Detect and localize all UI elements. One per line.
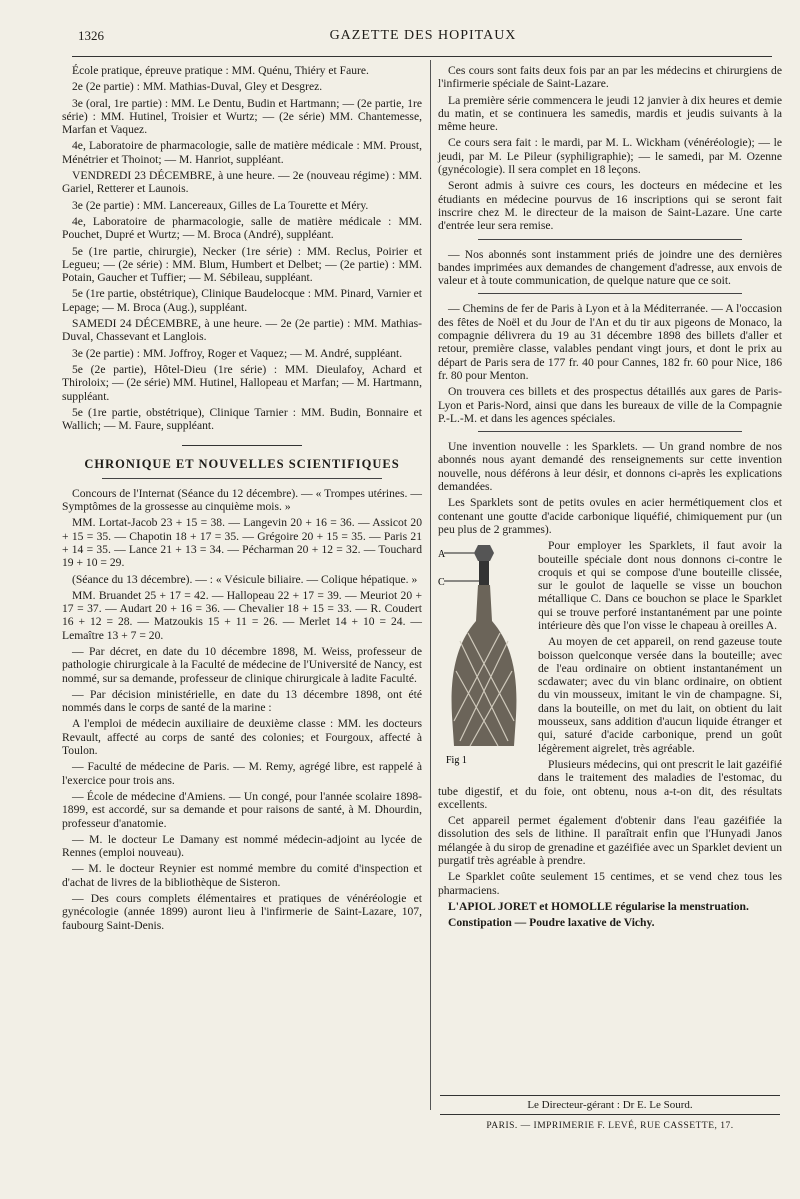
exam-paragraph: 5e (1re partie, obstétrique), Clinique Baudelocque : MM. Pinard, Varnier et Lepage; — M. Broca (Aug.), suppléant.: [62, 287, 422, 314]
right-column: [438, 64, 782, 933]
constipation-advert: Constipation — Poudre laxative de Vichy.: [448, 916, 655, 930]
news-paragraph: — Nos abonnés sont instamment priés de joindre une des dernières bandes imprimées aux demandes de changement d'adresse, aux envois de valeur et à toute communication, de quelque nature que ce soit.: [438, 247, 782, 288]
news-paragraph: — M. le docteur Reynier est nommé membre du comité d'inspection et d'achat de livres de la bibliothèque de Sisteron.: [62, 862, 422, 889]
separator-rule: [478, 431, 742, 432]
header-rule: [72, 56, 772, 57]
news-paragraph: — Par décret, en date du 10 décembre 1898, M. Weiss, professeur de pathologie chirurgicale à la Faculté de médecine de l'Université de Nancy, est nommé, sur sa demande, professeur de clinique chirurgicale à ladite Faculté.: [62, 644, 422, 685]
page-header: [78, 28, 768, 52]
news-paragraph: — M. le docteur Le Damany est nommé médecin-adjoint au lycée de Rennes (emploi nouveau).: [62, 832, 422, 860]
exam-paragraph: 5e (1re partie, obstétrique), Clinique Tarnier : MM. Budin, Bonnaire et Wallich; — M. Faure, suppléant.: [62, 405, 422, 433]
news-paragraph: Ce cours sera fait : le mardi, par M. L. Wickham (vénéréologie); — le jeudi, par M. Le Pileur (syphiligraphie); — le samedi, par M. Ozenne (gynécologie). Il sera complet en 18 leçons.: [438, 136, 782, 177]
exam-paragraph: 4e, Laboratoire de pharmacologie, salle de matière médicale : MM. Pouchet, Dupré et Wurtz; — M. Broca (André), suppléant.: [62, 214, 422, 242]
column-divider: [430, 60, 431, 1110]
exam-paragraph: 5e (1re partie, chirurgie), Necker (1re série) : MM. Reclus, Poirier et Legueu; — (2e série) : MM. Blum, Humbert et Delbet; — (2e partie) : MM. Potain, Gaucher et Tuffier; — M. Sébileau, suppléant.: [62, 244, 422, 285]
left-column: [62, 64, 422, 935]
news-paragraph: Au moyen de cet appareil, on rend gazeuse toute boisson quelconque versée dans la bouteille; avec de l'eau ordinaire on obtient instantanément un scdawater; avec du vin blanc ordinaire, on obtient du vin mousseux, imitant le vin de champagne. Si, dans la bouteille, on met du lait, on obtient du lait mousseux, sans addition d'aucun liquide étranger et qui, saturé d'acide carbonique, prend un goût légèrement aigrelet, très agréable.: [538, 635, 782, 755]
news-paragraph: On trouvera ces billets et des prospectus détaillés aux gares de Paris-Lyon et Paris-Nord, ainsi que dans les bureaux de ville de la Compagnie P.-L.-M. et dans les agences spéciales.: [438, 385, 782, 425]
heading-rule: [102, 478, 382, 479]
news-paragraph: — Chemins de fer de Paris à Lyon et à la Méditerranée. — A l'occasion des fêtes de Noël et du Jour de l'An et du tir aux pigeons de Monaco, la compagnie délivrera du 19 au 31 décembre 1898 des billets d'aller et retour, première classe, valables pendant vingt jours, et dont le prix au départ de Paris sera de 177 fr. 40 pour Cannes, 182 fr. 60 pour Nice, 186 fr. 80 pour Menton.: [438, 302, 782, 382]
news-paragraph: Plusieurs médecins, qui ont prescrit le lait gazéifié dans le traitement des maladies de l'estomac, du tube digestif, et du foie, ont obtenu, nous a-t-on dit, des résultats excellents.: [438, 757, 782, 811]
exam-paragraph: 5e (2e partie), Hôtel-Dieu (1re série) : MM. Dieulafoy, Achard et Thiroloix; — (2e série) MM. Hutinel, Hallopeau et Marfan; — M. Hartmann, suppléant.: [62, 362, 422, 403]
figure-caption: Fig 1: [446, 755, 467, 767]
news-paragraph: Le Sparklet coûte seulement 15 centimes, et se vend chez tous les pharmaciens.: [438, 870, 782, 897]
exam-paragraph: 4e, Laboratoire de pharmacologie, salle de matière médicale : MM. Proust, Ménétrier et Thoinot; — M. Hanriot, suppléant.: [62, 139, 422, 166]
separator-rule: [478, 239, 742, 240]
running-title: GAZETTE DES HOPITAUX: [329, 28, 517, 43]
news-paragraph: — École de médecine d'Amiens. — Un congé, pour l'année scolaire 1898-1899, est accordé, sur sa demande et pour raisons de santé, à M. Dhourdin, professeur d'anatomie.: [62, 789, 422, 830]
news-paragraph: (Séance du 13 décembre). — : « Vésicule biliaire. — Colique hépatique. »: [72, 572, 418, 586]
news-paragraph: La première série commencera le jeudi 12 janvier à dix heures et demie du matin, et se continuera les samedis, mardis et jeudis suivants à la même heure.: [438, 93, 782, 134]
news-paragraph: Ces cours sont faits deux fois par an par les médecins et chirurgiens de l'infirmerie spéciale de Saint-Lazare.: [438, 64, 782, 91]
exam-paragraph: 3e (2e partie) : MM. Lancereaux, Gilles de La Tourette et Méry.: [72, 198, 369, 212]
news-paragraph: MM. Lortat-Jacob 23 + 15 = 38. — Langevin 20 + 16 = 36. — Assicot 20 + 15 = 35. — Chapotin 18 + 17 = 35. — Grégoire 20 + 15 = 35. — Paris 21 + 14 = 35. — Lance 21 + 13 = 34. — Pécharman 20 + 12 = 32. — Touchard 19 + 10 = 29.: [62, 516, 422, 570]
exam-paragraph: SAMEDI 24 DÉCEMBRE, à une heure. — 2e (2e partie) : MM. Mathias-Duval, Chassevant et Langlois.: [62, 317, 422, 344]
exam-paragraph: 3e (oral, 1re partie) : MM. Le Dentu, Budin et Hartmann; — (2e partie, 1re série) : MM. Hutinel, Troisier et Wurtz; — (2e série) MM. Chantemesse, Marfan et Vaquez.: [62, 96, 422, 137]
printer-line: PARIS. — IMPRIMERIE F. LEVÉ, RUE CASSETTE, 17.: [486, 1121, 734, 1131]
director-signature: Le Directeur-gérant : Dr E. Le Sourd.: [440, 1095, 780, 1115]
page-footer: [440, 1095, 780, 1131]
news-paragraph: A l'emploi de médecin auxiliaire de deuxième classe : MM. les docteurs Revault, affecté au corps de santé des colonies; et Fourgoux, affecté à Toulon.: [62, 717, 422, 758]
news-paragraph: Seront admis à suivre ces cours, les docteurs en médecine et les étudiants en médecine pourvus de 16 inscriptions qui se seront fait inscrire chez M. le directeur de la maison de Saint-Lazare. Une carte d'entrée leur sera remise.: [438, 179, 782, 233]
news-paragraph: MM. Bruandet 25 + 17 = 42. — Hallopeau 22 + 17 = 39. — Meuriot 20 + 17 = 37. — Audart 20 + 16 = 36. — Chevalier 18 + 15 = 33. — R. Coudert 16 + 12 = 28. — Matzoukis 15 + 11 = 26. — Merlet 14 + 10 = 24. — Lemaître 13 + 7 = 20.: [62, 588, 422, 642]
section-heading: CHRONIQUE ET NOUVELLES SCIENTIFIQUES: [84, 457, 400, 472]
exam-paragraph: 3e (2e partie) : MM. Joffroy, Roger et Vaquez; — M. André, suppléant.: [72, 346, 403, 360]
sparklet-bottle-figure: [438, 541, 530, 771]
separator-rule: [478, 293, 742, 294]
news-paragraph: Concours de l'Internat (Séance du 12 décembre). — « Trompes utérines. — Symptômes de la grossesse au cinquième mois. »: [62, 486, 422, 514]
page-number: 1326: [78, 28, 104, 43]
news-paragraph: — Par décision ministérielle, en date du 13 décembre 1898, ont été nommés dans le corps de santé de la marine :: [62, 687, 422, 715]
exam-paragraph: VENDREDI 23 DÉCEMBRE, à une heure. — 2e (nouveau régime) : MM. Gariel, Retterer et Launois.: [62, 169, 422, 196]
exam-paragraph: École pratique, épreuve pratique : MM. Quénu, Thiéry et Faure.: [72, 64, 369, 77]
news-paragraph: — Des cours complets élémentaires et pratiques de vénéréologie et gynécologie (année 1899) auront lieu à l'infirmerie de Saint-Lazare, 107, faubourg Saint-Denis.: [62, 892, 422, 932]
figure-label-a: A: [438, 549, 446, 561]
apiol-advert: L'APIOL JORET et HOMOLLE régularise la menstruation.: [448, 899, 749, 913]
news-paragraph: Les Sparklets sont de petits ovules en acier hermétiquement clos et contenant une goutte d'acide carbonique liquéfié, chimiquement pur (un peu plus de 2 grammes).: [438, 496, 782, 536]
news-paragraph: — Faculté de médecine de Paris. — M. Remy, agrégé libre, est rappelé à l'exercice pour trois ans.: [62, 760, 422, 787]
figure-label-c: C: [438, 577, 445, 589]
section-ornament: [62, 442, 422, 448]
news-paragraph: Cet appareil permet également d'obtenir dans l'eau gazéifiée la dissolution des sels de lithine. Il paraîtrait enfin que l'Hunyadi Janos mélangée à du sirop de grenadine et gazéifiée avec un Sparklet devient un purgatif très agréable à prendre.: [438, 814, 782, 868]
news-paragraph: Pour employer les Sparklets, il faut avoir la bouteille spéciale dont nous donnons ci-contre le croquis et qui se compose d'une bouteille clissée, sur le goulot de laquelle se visse un bouchon métallique C. Dans ce bouchon se place le Sparklet qui se trouve perforé instantanément par une pointe intérieure dès que l'on visse le chapeau à oreilles A.: [538, 539, 782, 632]
exam-paragraph: 2e (2e partie) : MM. Mathias-Duval, Gley et Desgrez.: [72, 80, 323, 94]
sparklets-intro: Une invention nouvelle : les Sparklets. — Un grand nombre de nos abonnés nous ayant demandé des renseignements sur cette invention nouvelle, nous déférons à leur désir, et donnons ci-après les explications demandées.: [438, 440, 782, 494]
